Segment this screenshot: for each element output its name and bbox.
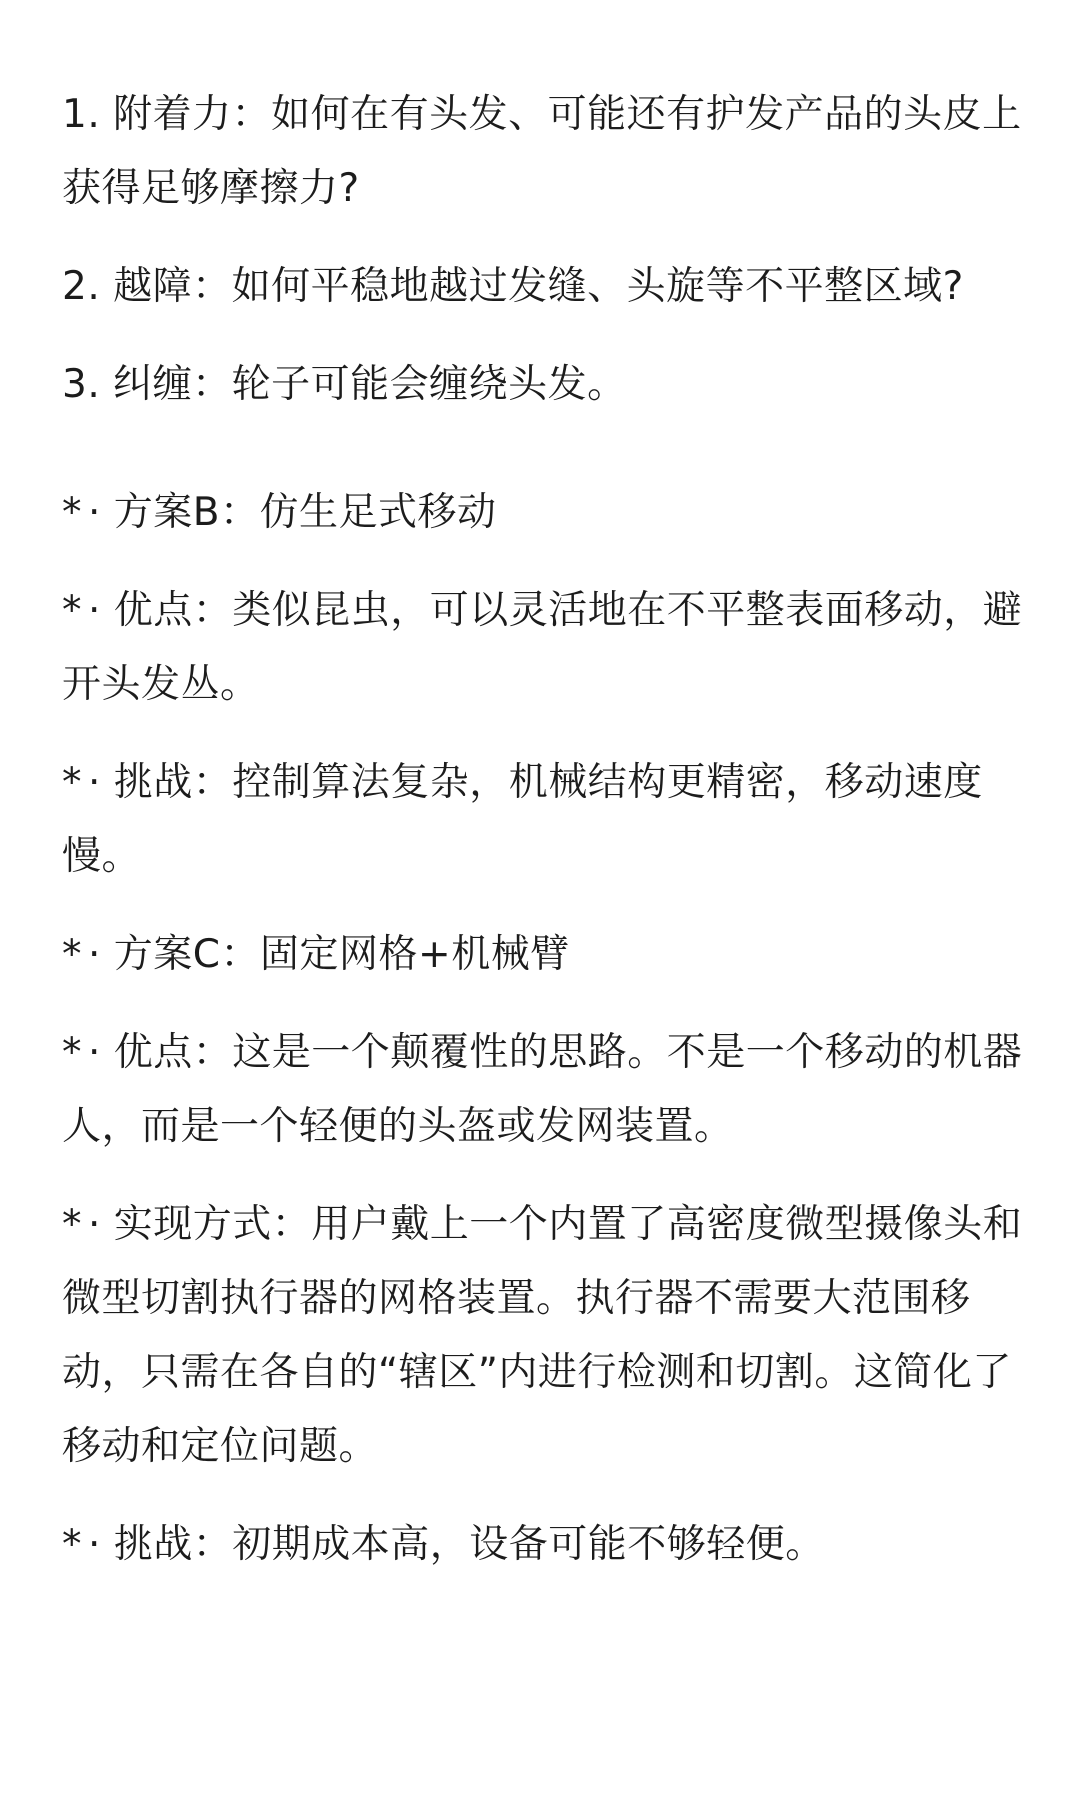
bullet-text: · 挑战：初期成本高，设备可能不够轻便。 bbox=[88, 1522, 825, 1567]
bullet-text: · 方案C：固定网格+机械臂 bbox=[88, 932, 570, 977]
bullet-marker: * bbox=[62, 1030, 82, 1075]
bullet-text: · 挑战：控制算法复杂，机械结构更精密，移动速度慢。 bbox=[62, 760, 983, 879]
bullet-text: · 方案B：仿生足式移动 bbox=[88, 490, 497, 535]
bullet-scheme-c bbox=[62, 918, 1030, 992]
numbered-item-1: 1. 附着力：如何在有头发、可能还有护发产品的头皮上获得足够摩擦力? bbox=[62, 92, 1022, 211]
bullet-scheme-c-challenge bbox=[62, 1508, 1030, 1582]
numbered-item-2: 2. 越障：如何平稳地越过发缝、头旋等不平整区域? bbox=[62, 264, 964, 309]
bullet-scheme-b-challenge bbox=[62, 746, 1030, 894]
bullet-marker: * bbox=[62, 1522, 82, 1567]
document-body bbox=[62, 78, 1030, 1606]
bullet-text: · 实现方式：用户戴上一个内置了高密度微型摄像头和微型切割执行器的网格装置。执行器不需要大范围移动，只需在各自的“辖区”内进行检测和切割。这简化了移动和定位问题。 bbox=[62, 1202, 1023, 1469]
bullet-scheme-c-implementation bbox=[62, 1188, 1030, 1484]
bullet-marker: * bbox=[62, 932, 82, 977]
bullet-scheme-c-advantage bbox=[62, 1016, 1030, 1164]
bullet-marker: * bbox=[62, 490, 82, 535]
numbered-item-3: 3. 纠缠：轮子可能会缠绕头发。 bbox=[62, 362, 627, 407]
bullet-marker: * bbox=[62, 1202, 82, 1247]
bullet-scheme-b-advantage bbox=[62, 574, 1030, 722]
bullet-text: · 优点：类似昆虫，可以灵活地在不平整表面移动，避开头发丛。 bbox=[62, 588, 1023, 707]
bullet-scheme-b bbox=[62, 476, 1030, 550]
bullet-marker: * bbox=[62, 588, 82, 633]
bullet-text: · 优点：这是一个颠覆性的思路。不是一个移动的机器人，而是一个轻便的头盔或发网装置。 bbox=[62, 1030, 1023, 1149]
bullet-marker: * bbox=[62, 760, 82, 805]
